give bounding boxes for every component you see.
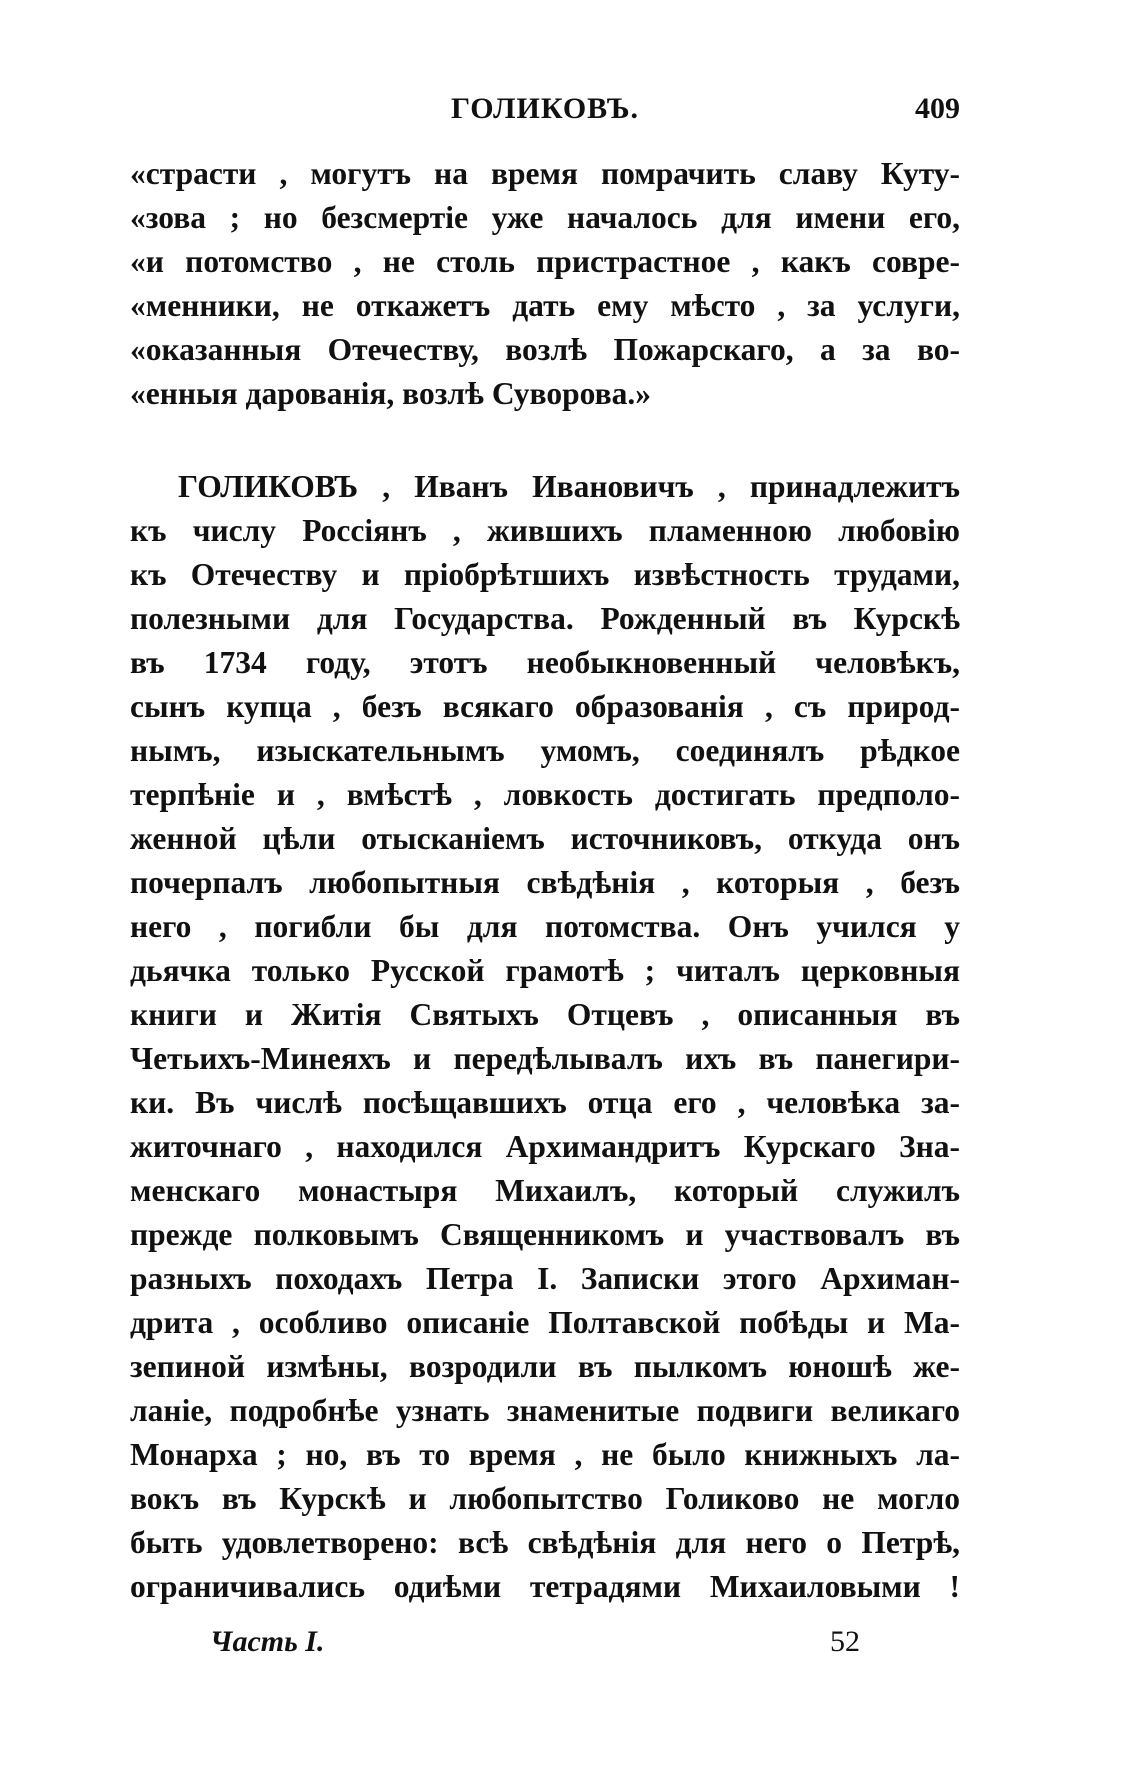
text-line: разныхъ походахъ Петра I. Записки этого Архиман- bbox=[130, 1261, 960, 1296]
text-line: дрита , особливо описаніе Полтавской побѣды и Ма- bbox=[130, 1305, 960, 1340]
text-line: зепиной измѣны, возродили въ пылкомъ юношѣ же- bbox=[130, 1349, 960, 1384]
text-line: вокъ въ Курскѣ и любопытство Голиково не могло bbox=[130, 1481, 960, 1516]
text-line: сынъ купца , безъ всякаго образованія , съ природ- bbox=[130, 689, 960, 724]
text-line: менскаго монастыря Михаилъ, который служилъ bbox=[130, 1173, 960, 1208]
text-line: нымъ, изыскательнымъ умомъ, соединялъ рѣдкое bbox=[130, 733, 960, 768]
sheet-number: 52 bbox=[830, 1625, 860, 1658]
text-line: книги и Житія Святыхъ Отцевъ , описанныя въ bbox=[130, 997, 960, 1032]
page-footer bbox=[130, 1625, 960, 1669]
page-header bbox=[130, 92, 960, 132]
text-line: дьячка только Русской грамотѣ ; читалъ церковныя bbox=[130, 953, 960, 988]
text-line: Четьихъ-Минеяхъ и передѣлывалъ ихъ въ панегири- bbox=[130, 1041, 960, 1076]
text-line: «страсти , могутъ на время помрачить славу Куту- bbox=[130, 156, 960, 191]
text-line: къ Отечеству и пріобрѣтшихъ извѣстность трудами, bbox=[130, 557, 960, 592]
text-line: «енныя дарованія, возлѣ Суворова.» bbox=[130, 376, 651, 411]
text-line: почерпалъ любопытныя свѣдѣнія , которыя , безъ bbox=[130, 865, 960, 900]
text-line: полезными для Государства. Рожденный въ Курскѣ bbox=[130, 601, 960, 636]
text-line: «и потомство , не столь пристрастное , какъ совре- bbox=[130, 244, 960, 279]
page-number: 409 bbox=[915, 92, 960, 125]
text-line: прежде полковымъ Священникомъ и участвовалъ въ bbox=[130, 1217, 960, 1252]
text-line: ГОЛИКОВЪ , Иванъ Ивановичъ , принадлежитъ bbox=[178, 469, 960, 504]
text-line: «менники, не откажетъ дать ему мѣсто , за услуги, bbox=[130, 288, 960, 323]
text-line: ки. Въ числѣ посѣщавшихъ отца его , человѣка за- bbox=[130, 1085, 960, 1120]
text-line: женной цѣли отысканіемъ источниковъ, откуда онъ bbox=[130, 821, 960, 856]
text-line: житочнаго , находился Архимандритъ Курскаго Зна- bbox=[130, 1129, 960, 1164]
text-line: къ числу Россіянъ , жившихъ пламенною любовію bbox=[130, 513, 960, 548]
text-line: быть удовлетворено: всѣ свѣдѣнія для него о Петрѣ, bbox=[130, 1525, 960, 1560]
text-line: Монарха ; но, въ то время , не было книжныхъ ла- bbox=[130, 1437, 960, 1472]
text-line: него , погибли бы для потомства. Онъ учился у bbox=[130, 909, 960, 944]
text-line: въ 1734 году, этотъ необыкновенный человѣкъ, bbox=[130, 645, 960, 680]
text-line: «зова ; но безсмертіе уже началось для имени его, bbox=[130, 200, 960, 235]
quote-paragraph bbox=[130, 152, 960, 416]
text-line: терпѣніе и , вмѣстѣ , ловкость достигать предполо- bbox=[130, 777, 960, 812]
text-line: ланіе, подробнѣе узнать знаменитые подвиги великаго bbox=[130, 1393, 960, 1428]
signature-mark: Часть I. bbox=[210, 1625, 325, 1658]
running-head: ГОЛИКОВЪ. bbox=[450, 92, 640, 125]
article-paragraph bbox=[130, 465, 960, 1609]
text-line: «оказанныя Отечеству, возлѣ Пожарскаго, а за во- bbox=[130, 332, 960, 367]
text-line: ограничивались одиѣми тетрадями Михаиловыми ! bbox=[130, 1569, 960, 1604]
